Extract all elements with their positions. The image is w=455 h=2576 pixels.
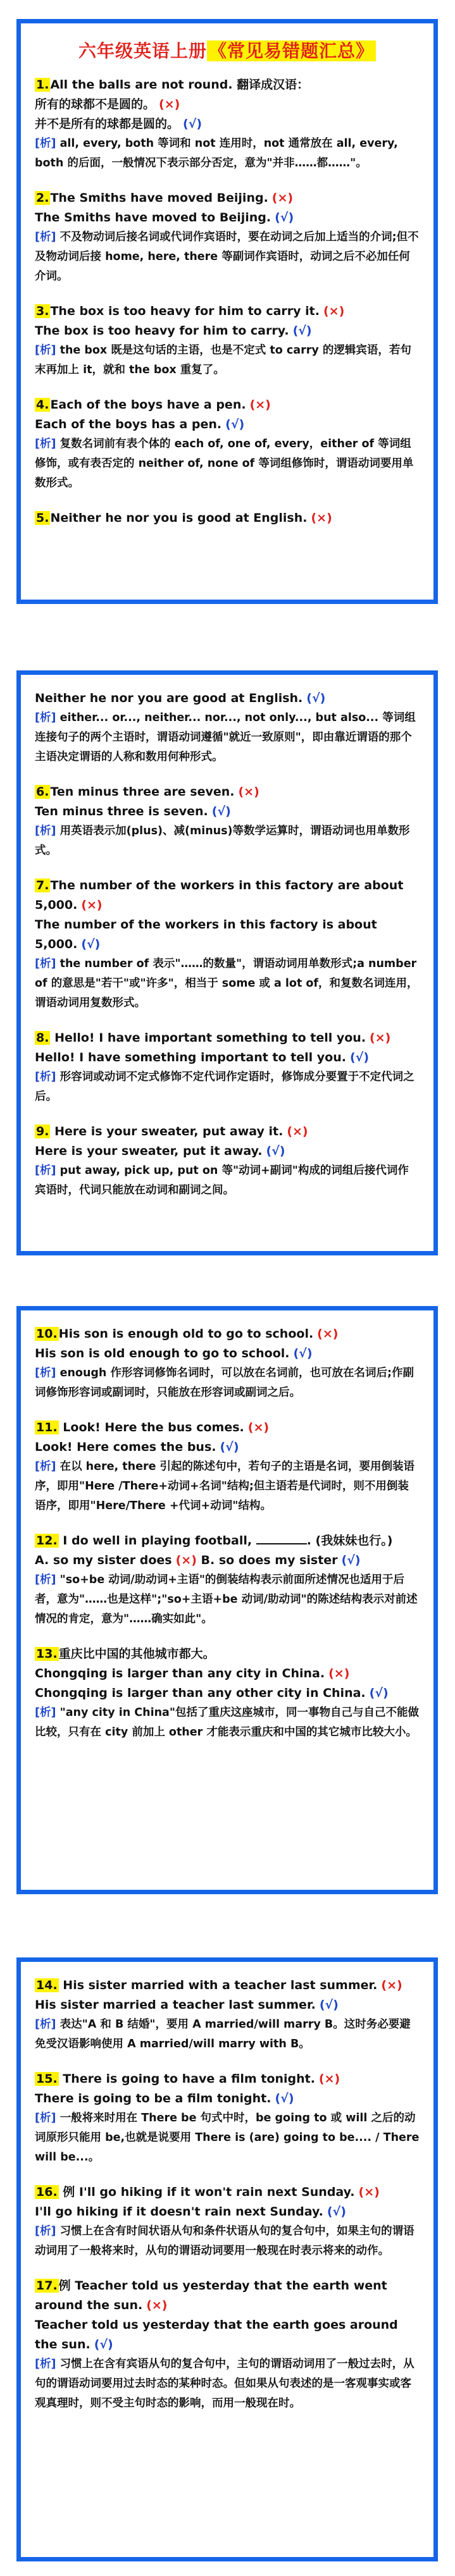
right-sentence: Hello! I have something important to tell you.: [35, 1051, 346, 1064]
wrong-sentence: There is going to have a film tonight.: [58, 2072, 315, 2086]
wrong-sentence: Each of the boys have a pen.: [50, 398, 246, 412]
answer-blank: [256, 1533, 307, 1544]
note-text: 不及物动词后接名词或代词作宾语时，要在动词之后加上适当的介词;但不及物动词后接 home, here, there 等副词作宾语时，动词之后不必加任何介词。: [35, 231, 419, 283]
error-item-5-continued: [35, 689, 420, 767]
wrong-mark: (×): [370, 1031, 391, 1045]
right-mark: (√): [369, 1686, 389, 1700]
note-tag: [析]: [35, 2358, 56, 2370]
wrong-mark: (×): [271, 191, 294, 205]
wrong-sentence: Ten minus three are seven.: [50, 785, 235, 799]
wrong-mark: (×): [287, 1125, 308, 1138]
wrong-sentence: 例 Teacher told us yesterday that the earth went around the sun.: [35, 2279, 387, 2312]
right-mark: (√): [275, 211, 294, 225]
right-mark: (√): [292, 324, 312, 338]
right-mark: (√): [319, 1998, 339, 2012]
item-number: 13.: [36, 1647, 58, 1661]
wrong-sentence: His sister married with a teacher last summer.: [58, 1978, 378, 1992]
item-number: 1.: [36, 78, 49, 92]
note-tag: [析]: [35, 825, 56, 837]
item-number: 12.: [36, 1534, 58, 1548]
item-number: 5.: [36, 511, 49, 525]
choice-b: B. so does my sister: [196, 1553, 338, 1567]
wrong-mark: (×): [328, 1667, 350, 1680]
error-item-16: [35, 2183, 420, 2261]
right-mark: (√): [327, 2205, 346, 2219]
note-text: 用英语表示加(plus)、减(minus)等数学运算时，谓语动词也用单数形式。: [35, 825, 410, 857]
wrong-sentence: Look! Here the bus comes.: [58, 1420, 244, 1434]
item-number: 4.: [36, 398, 49, 412]
error-item-2: [35, 188, 420, 287]
right-sentence: The number of the workers in this factory is about 5,000.: [35, 918, 377, 951]
wrong-sentence: Neither he nor you is good at English.: [50, 511, 308, 525]
note-tag: [析]: [35, 2018, 56, 2031]
item-number: 15.: [36, 2072, 58, 2086]
right-sentence: Chongqing is larger than any other city in China.: [35, 1686, 366, 1700]
right-sentence: Look! Here comes the bus.: [35, 1440, 216, 1454]
note-tag: [析]: [35, 1071, 56, 1083]
note-text: 复数名词前有表个体的 each of, one of, every，either of 等词组修饰，或有表否定的 neither of, none of 等词组修饰时，谓语动词要用单数形式。: [35, 438, 414, 490]
right-mark: (√): [211, 804, 231, 818]
note-text: the number of 表示"……的数量"，谓语动词用单数形式;a number of 的意思是"若干"或"许多"，相当于 some 或 a lot of，和复数名词连用，谓语动词用复数形式。: [35, 958, 418, 1009]
error-item-11: [35, 1418, 420, 1516]
note-text: 一般将来时用在 There be 句式中时，be going to 或 will 之后的动词原形只能用 be,也就是说要用 There is (are) going to be.... / There will be...。: [35, 2112, 420, 2164]
right-sentence: His son is old enough to go to school.: [35, 1347, 290, 1360]
right-mark: (√): [183, 117, 203, 131]
wrong-sentence: Here is your sweater, put away it.: [50, 1125, 284, 1138]
error-card-2: [16, 670, 438, 1255]
right-sentence: His sister married a teacher last summer.: [35, 1998, 316, 2012]
wrong-mark: (×): [175, 1553, 197, 1567]
right-sentence: Ten minus three is seven.: [35, 804, 208, 818]
note-tag: [析]: [35, 958, 56, 970]
right-mark: (√): [341, 1553, 361, 1567]
error-item-6: [35, 782, 420, 861]
error-item-1: [35, 75, 420, 173]
wrong-sentence: 例 I'll go hiking if it won't rain next Sunday.: [58, 2185, 355, 2199]
note-text: 在以 here, there 引起的陈述句中，若句子的主语是名词，要用倒装语序，即用"Here /There+动词+名词"结构;但主语若是代词时，则不用倒装语序，即用"Here/There +代词+动词"结构。: [35, 1460, 415, 1512]
note-text: the box 既是这句话的主语，也是不定式 to carry 的逻辑宾语，若句末再加上 it，就和 the box 重复了。: [35, 344, 411, 376]
wrong-sentence: The number of the workers in this factory are about 5,000.: [35, 878, 404, 912]
item-number: 10.: [36, 1327, 58, 1341]
wrong-sentence: The box is too heavy for him to carry it.: [50, 304, 320, 318]
wrong-mark: (×): [146, 2298, 168, 2312]
right-sentence: The box is too heavy for him to carry.: [35, 324, 289, 338]
right-mark: (√): [220, 1440, 239, 1454]
note-tag: [析]: [35, 1460, 56, 1473]
note-text: "any city in China"包括了重庆这座城市，同一事物自己与自己不能做比较，只有在 city 前加上 other 才能表示重庆和中国的其它城市比较大小。: [35, 1706, 419, 1739]
item-number: 3.: [36, 304, 49, 318]
right-mark: (√): [293, 1347, 313, 1360]
note-text: 习惯上在含有宾语从句的复合句中，主句的谓语动词用了一般过去时，从句的谓语动词要用过去时态的某种时态。但如果从句表述的是一客观事实或客观真理时，则不受主句时态的影响，而用一般现在时。: [35, 2358, 414, 2410]
note-text: 习惯上在含有时间状语从句和条件状语从句的复合句中，如果主句的谓语动词用了一般将来时，从句的谓语动词要用一般现在时表示将来的动作。: [35, 2225, 414, 2257]
error-item-7: [35, 876, 420, 1013]
page-title: [35, 37, 420, 63]
wrong-mark: (×): [323, 304, 345, 318]
note-text: put away, pick up, put on 等"动词+副词"构成的词组后接代词作宾语时，代词只能放在动词和副词之间。: [35, 1164, 409, 1197]
error-card-1: [16, 19, 438, 604]
note-text: "so+be 动词/助动词+主语"的倒装结构表示前面所述情况也适用于后者，意为"……也是这样";"so+主语+be 动词/助动词"的陈述结构表示对前述情况的肯定，意为"……确实如此"。: [35, 1574, 418, 1625]
note-text: either... or..., neither... nor..., not only..., but also... 等词组连接句子的两个主语时，谓语动词遵循"就近一致原则"，即由靠近谓语的那个主语决定谓语的人称和数用何种形式。: [35, 712, 416, 763]
wrong-sentence: Hello! I have important something to tell you.: [50, 1031, 366, 1045]
error-item-8: [35, 1028, 420, 1107]
note-tag: [析]: [35, 1164, 56, 1177]
right-mark: (√): [349, 1051, 370, 1064]
item-number: 16.: [36, 2185, 58, 2199]
error-item-4: [35, 395, 420, 493]
right-sentence: I'll go hiking if it doesn't rain next Sunday.: [35, 2205, 323, 2219]
error-item-12: [35, 1531, 420, 1629]
wrong-sentence: 所有的球都不是圆的。: [35, 97, 156, 111]
right-mark: (√): [81, 937, 101, 951]
right-sentence: The Smiths have moved to Beijing.: [35, 211, 271, 225]
note-tag: [析]: [35, 712, 56, 724]
note-tag: [析]: [35, 344, 56, 357]
wrong-mark: (×): [81, 898, 103, 912]
item-number: 14.: [36, 1978, 58, 1992]
wrong-sentence: His son is enough old to go to school.: [58, 1327, 314, 1341]
wrong-mark: (×): [381, 1978, 402, 1992]
question-translation: . (我妹妹也行。): [306, 1534, 393, 1548]
right-sentence: There is going to be a film tonight.: [35, 2092, 271, 2105]
item-number: 11.: [36, 1420, 58, 1434]
note-text: enough 作形容词修饰名词时，可以放在名词前，也可放在名词后;作副词修饰形容词或副词时，只能放在形容词或副词之后。: [35, 1367, 414, 1399]
item-intro: 重庆比中国的其他城市都大。: [58, 1647, 215, 1661]
error-item-3: [35, 302, 420, 380]
error-item-13: [35, 1644, 420, 1742]
note-tag: [析]: [35, 438, 56, 450]
wrong-mark: (×): [159, 97, 180, 111]
right-sentence: Each of the boys has a pen.: [35, 417, 222, 431]
item-number: 7.: [36, 878, 49, 892]
wrong-mark: (×): [358, 2185, 380, 2199]
item-number: 9.: [36, 1125, 49, 1138]
error-card-3: [16, 1306, 438, 1894]
error-item-15: [35, 2069, 420, 2167]
item-number: 2.: [36, 191, 49, 205]
choice-a: A. so my sister does: [35, 1553, 172, 1567]
right-sentence: Neither he nor you are good at English.: [35, 691, 303, 705]
wrong-mark: (×): [318, 2072, 340, 2086]
note-text: 形容词或动词不定式修饰不定代词作定语时，修饰成分要置于不定代词之后。: [35, 1071, 414, 1103]
wrong-mark: (×): [311, 511, 332, 525]
wrong-mark: (×): [317, 1327, 339, 1341]
note-tag: [析]: [35, 1367, 56, 1379]
right-sentence: 并不是所有的球都是圆的。: [35, 117, 180, 131]
note-text: all, every, both 等词和 not 连用时，not 通常放在 all, every, both 的后面，一般情况下表示部分否定，意为"并非……都……"。: [35, 137, 398, 169]
error-item-10: [35, 1324, 420, 1403]
wrong-mark: (×): [247, 1420, 270, 1434]
title-highlight: 《常见易错题汇总》: [207, 40, 376, 61]
note-tag: [析]: [35, 1706, 56, 1719]
right-mark: (√): [225, 417, 245, 431]
question-text: I do well in playing football,: [58, 1534, 256, 1548]
note-tag: [析]: [35, 2112, 56, 2124]
error-item-17: [35, 2276, 420, 2413]
right-sentence: Here is your sweater, put it away.: [35, 1144, 263, 1158]
note-tag: [析]: [35, 231, 56, 243]
note-tag: [析]: [35, 1574, 56, 1586]
wrong-mark: (×): [238, 785, 259, 799]
error-item-5: [35, 508, 420, 528]
item-number: 17.: [36, 2279, 58, 2293]
error-card-4: [16, 1957, 438, 2561]
note-text: 表达"A 和 B 结婚"，要用 A married/will marry B。这时务必要避免受汉语影响使用 A married/will marry with B。: [35, 2018, 411, 2050]
error-item-14: [35, 1976, 420, 2054]
right-mark: (√): [94, 2338, 113, 2351]
note-tag: [析]: [35, 137, 56, 150]
item-number: 6.: [36, 785, 49, 799]
right-mark: (√): [306, 691, 326, 705]
wrong-sentence: All the balls are not round. 翻译成汉语：: [50, 78, 309, 92]
item-number: 8.: [36, 1031, 49, 1045]
wrong-sentence: The Smiths have moved Beijing.: [50, 191, 268, 205]
error-item-9: [35, 1122, 420, 1200]
wrong-mark: (×): [249, 398, 271, 412]
wrong-sentence: Chongqing is larger than any city in China.: [35, 1667, 325, 1680]
title-prefix: 六年级英语上册: [78, 40, 207, 61]
note-tag: [析]: [35, 2225, 56, 2238]
right-sentence: Teacher told us yesterday that the earth goes around the sun.: [35, 2318, 398, 2351]
right-mark: (√): [275, 2092, 294, 2105]
right-mark: (√): [266, 1144, 285, 1158]
